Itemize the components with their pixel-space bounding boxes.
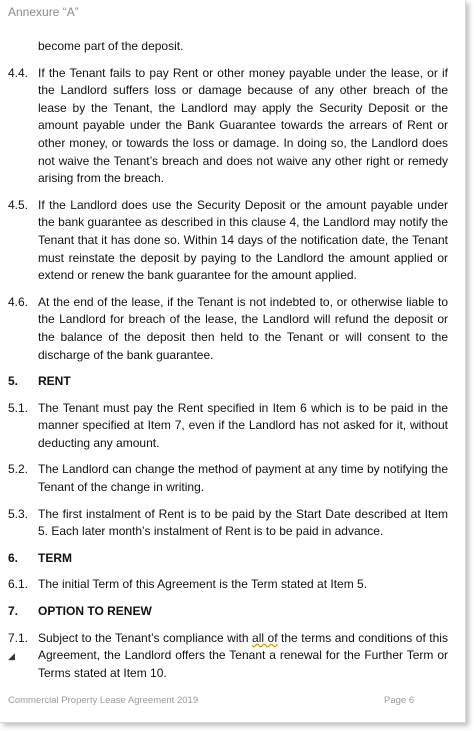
clause-7-1: [8, 630, 448, 683]
clause-4-5: [8, 197, 448, 285]
clause-text-before: Subject to the Tenant’s compliance with: [38, 630, 253, 645]
section-number: 6.: [8, 550, 19, 565]
clause-5-3: [8, 506, 448, 541]
clause-text: The first instalment of Rent is to be paid by the Start Date described at Item 5. Each later month’s instalment of Rent is to be paid in advance.: [38, 506, 448, 539]
section-title: TERM: [38, 550, 72, 565]
annexure-header: Annexure “A”: [8, 5, 79, 19]
clause-5-1: [8, 400, 448, 453]
clause-number: 4.6.: [8, 294, 29, 309]
clause-text: The initial Term of this Agreement is the Term stated at Item 5.: [38, 577, 368, 592]
clause-4-4: [8, 65, 448, 188]
clause-text: At the end of the lease, if the Tenant is not indebted to, or otherwise liable to the Landlord for breach of the lease, the Landlord will refund the deposit or the balance of the deposit then held to the Tenant or will consent to the discharge of the bank guarantee.: [38, 294, 448, 362]
lead-paragraph: [8, 38, 448, 56]
collapse-triangle-icon[interactable]: ◢: [8, 650, 15, 661]
section-title: OPTION TO RENEW: [38, 604, 152, 619]
footer-page-number: Page 6: [384, 695, 415, 706]
clause-text: The Tenant must pay the Rent specified in Item 6 which is to be paid in the manner specified at Item 7, even if the Landlord has not asked for it, without deducting any amount.: [38, 400, 448, 450]
grammar-flagged-text[interactable]: all of: [252, 630, 278, 645]
clause-text: If the Landlord does use the Security Deposit or the amount payable under the bank guarantee as described in this clause 4, the Landlord may notify the Tenant that it has done so. Within 14 days of the notification date, the Tenant must reinstate the deposit by paying to the Landlord the amount applied or extend or renew the bank guarantee for the amount applied.: [38, 197, 448, 283]
clause-number-wrap: [8, 630, 38, 683]
section-heading-rent: [8, 373, 448, 391]
section-heading-option-to-renew: [8, 603, 448, 621]
clause-number: 6.1.: [8, 577, 29, 592]
clause-number: 7.1.: [8, 630, 29, 645]
section-number: 5.: [8, 374, 19, 389]
clause-text-after: the terms and conditions of this Agreement, the Landlord offers the Tenant a renewal for the Further Term or Terms stated at Item 10.: [38, 630, 448, 680]
clause-number: 4.5.: [8, 197, 29, 212]
section-number: 7.: [8, 604, 19, 619]
footer-title: Commercial Property Lease Agreement 2019: [8, 695, 199, 706]
section-heading-term: [8, 550, 448, 568]
clause-text: The Landlord can change the method of payment at any time by notifying the Tenant of the change in writing.: [38, 462, 448, 495]
section-title: RENT: [38, 374, 71, 389]
clause-text: If the Tenant fails to pay Rent or other money payable under the lease, or if the Landlord suffers loss or damage because of any other breach of the lease by the Tenant, the Landlord may apply the Security Deposit or the amount payable under the Bank Guarantee towards the arrears of Rent or other money, or towards the loss or damage. In doing so, the Landlord does not waive the Tenant’s breach and does not waive any other right or remedy arising from the breach.: [38, 65, 448, 186]
clause-number: 5.2.: [8, 462, 29, 477]
clause-number: 4.4.: [8, 65, 29, 80]
document-body: [8, 38, 448, 691]
lead-text: become part of the deposit.: [38, 39, 184, 53]
clause-5-2: [8, 461, 448, 496]
clause-text: [38, 630, 448, 683]
clause-number: 5.3.: [8, 506, 29, 521]
clause-6-1: [8, 576, 448, 594]
clause-number: 5.1.: [8, 400, 29, 415]
clause-4-6: [8, 294, 448, 364]
